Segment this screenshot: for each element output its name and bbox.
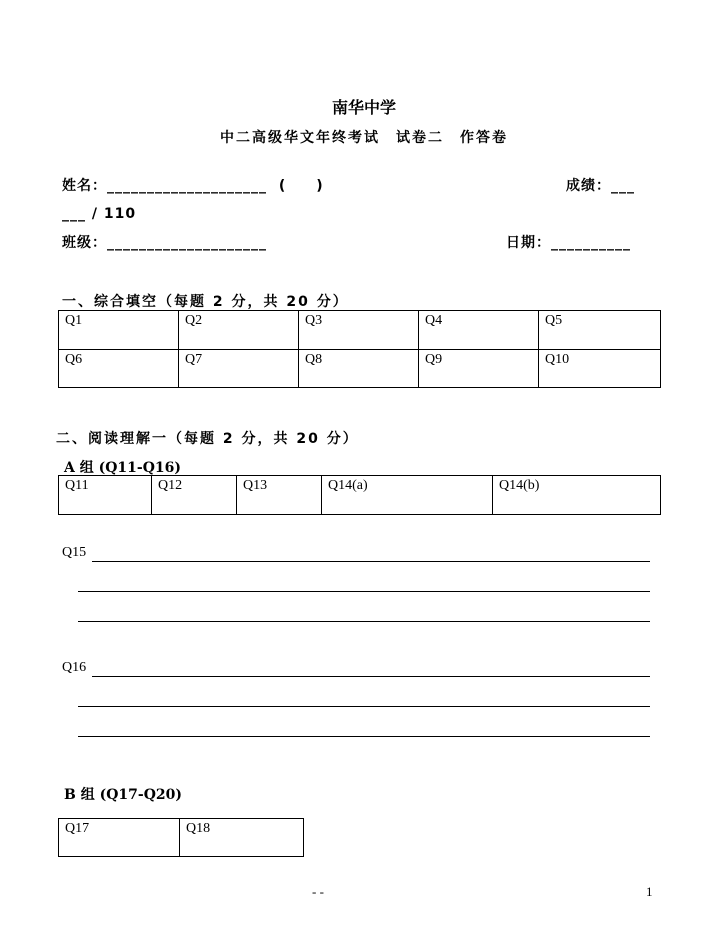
table-row xyxy=(59,311,661,350)
answer-cell: Q3 xyxy=(299,311,419,350)
answer-cell: Q6 xyxy=(59,350,179,388)
section1-answer-table xyxy=(58,310,661,388)
table-row xyxy=(59,350,661,388)
answer-line xyxy=(78,621,650,622)
answer-line xyxy=(78,706,650,707)
score-field xyxy=(566,175,635,195)
answer-cell: Q13 xyxy=(237,476,322,515)
answer-cell: Q2 xyxy=(179,311,299,350)
class-label: 班级： xyxy=(62,235,107,251)
group-a-label: A 组 (Q11-Q16) xyxy=(64,460,182,476)
class-blank: ____________________ xyxy=(107,235,267,251)
score-blank: ___ xyxy=(611,178,635,194)
name-field xyxy=(62,175,324,195)
name-label: 姓名： xyxy=(62,178,107,194)
answer-cell: Q10 xyxy=(539,350,661,388)
score-continuation: ___ / 110 xyxy=(62,206,137,222)
answer-cell: Q14(b) xyxy=(493,476,661,515)
group-b-label: B 组 (Q17-Q20) xyxy=(64,787,182,803)
footer-center: - - xyxy=(312,884,324,899)
name-blank: ____________________ xyxy=(107,178,267,194)
group-a-answer-table xyxy=(58,475,661,515)
answer-cell: Q14(a) xyxy=(322,476,493,515)
class-field xyxy=(62,232,267,252)
date-field xyxy=(506,232,631,252)
name-paren: ( ) xyxy=(278,178,324,194)
answer-cell: Q7 xyxy=(179,350,299,388)
answer-line xyxy=(78,736,650,737)
date-blank: __________ xyxy=(551,235,631,251)
group-b-answer-table xyxy=(58,818,304,857)
q15-label: Q15 xyxy=(62,545,87,560)
section1-heading: 一、综合填空（每题 2 分，共 20 分） xyxy=(62,294,349,310)
answer-cell: Q8 xyxy=(299,350,419,388)
answer-line xyxy=(92,561,650,562)
q16-label: Q16 xyxy=(62,660,87,675)
answer-cell: Q1 xyxy=(59,311,179,350)
date-label: 日期： xyxy=(506,235,551,251)
answer-cell: Q9 xyxy=(419,350,539,388)
answer-cell: Q18 xyxy=(180,819,304,857)
score-label: 成绩： xyxy=(566,178,611,194)
answer-line xyxy=(92,676,650,677)
table-row xyxy=(59,819,304,857)
page-number: 1 xyxy=(646,884,653,899)
answer-cell: Q12 xyxy=(152,476,237,515)
answer-cell: Q17 xyxy=(59,819,180,857)
answer-line xyxy=(78,591,650,592)
answer-cell: Q5 xyxy=(539,311,661,350)
school-title: 南华中学 xyxy=(331,98,396,117)
answer-cell: Q11 xyxy=(59,476,152,515)
answer-cell: Q4 xyxy=(419,311,539,350)
exam-subtitle: 中二高级华文年终考试 试卷二 作答卷 xyxy=(220,130,508,146)
table-row xyxy=(59,476,661,515)
section2-heading: 二、阅读理解一（每题 2 分，共 20 分） xyxy=(56,431,359,447)
